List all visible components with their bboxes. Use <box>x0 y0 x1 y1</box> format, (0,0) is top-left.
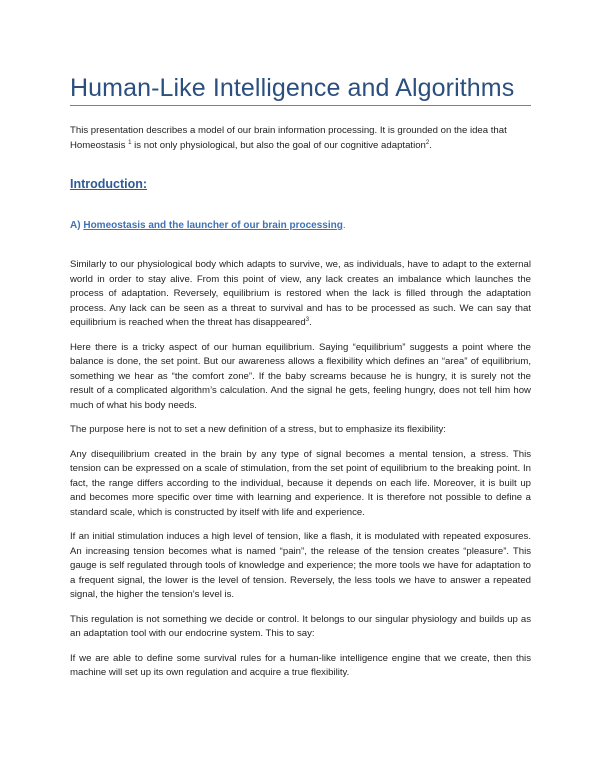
footnote-ref-2[interactable]: 2 <box>425 139 430 146</box>
subsection-heading <box>70 220 346 231</box>
paragraph-7: If we are able to define some survival rules for a human-like intelligence engine that we create, then this machine will set up its own regulation and acquire a true flexibility. <box>70 652 531 678</box>
intro-text-1: This presentation describes a model of our brain information processing. It is grounded on the idea that Homeostasis <box>70 125 507 151</box>
paragraph-5: If an initial stimulation induces a high level of tension, like a flash, it is modulated with repeated exposures. An increasing tension becomes what is named “pain”, the release of the tension creates “pleasure”. This gauge is self regulated through tools of knowledge and experience; the more tools we have for adaptation to a frequent signal, the lower is the level of tension. Reversely, the less tools we have to answer a repeated signal, the higher the tension’s level is. <box>70 531 531 600</box>
subsection-label: A) <box>70 220 84 231</box>
paragraph-4: Any disequilibrium created in the brain by any type of signal becomes a mental tension, a stress. This tension can be expressed on a scale of stimulation, from the set point of equilibrium to the breaking point. In fact, the range differs according to the individual, because it depends on each life. Moreover, it is built up and becomes more specific over time with learning and experience. It is therefore not possible to define a standard scale, which is constructed by itself with life and experience. <box>70 448 531 518</box>
document-title: Human-Like Intelligence and Algorithms <box>70 74 515 102</box>
paragraph-2: Here there is a tricky aspect of our human equilibrium. Saying “equilibrium” suggests a point where the balance is done, the set point. But our awareness allows a flexibility which defines an “area” of equilibrium, something we hear as “the comfort zone”. If the baby screams because he is hungry, it is surely not the result of a complicated algorithm’s calculation. And the signal he gets, feeling hungry, does not tell him how much of what his body needs. <box>70 341 531 411</box>
paragraph-1-end: . <box>309 317 312 328</box>
paragraph-1-text: Similarly to our physiological body which adapts to survive, we, as individuals, have to adapt to the external world in order to stay alive. From this point of view, any lack creates an imbalance which launches the process of adaptation. Reversely, equilibrium is restored when the lack is filled through the adaptation process. Any lack can be seen as a threat to survival and has to be processed as such. We can say that equilibrium is reached when the threat has disappeared <box>70 259 531 328</box>
paragraph-6: This regulation is not something we decide or control. It belongs to our singular physiology and builds up as an adaptation tool with our endocrine system. This to say: <box>70 613 531 639</box>
footnote-ref-3[interactable]: 3 <box>305 316 310 323</box>
paragraph-3: The purpose here is not to set a new definition of a stress, but to emphasize its flexibility: <box>70 424 446 435</box>
body-text <box>70 258 531 691</box>
section-heading-introduction: Introduction: <box>70 177 148 191</box>
subsection-link[interactable]: Homeostasis and the launcher of our brain processing <box>83 220 343 231</box>
title-underline <box>70 105 531 106</box>
intro-paragraph <box>70 123 530 153</box>
footnote-ref-1[interactable]: 1 <box>128 139 132 146</box>
subsection-suffix: . <box>342 220 346 231</box>
intro-text-3: . <box>429 140 432 151</box>
paragraph-1 <box>70 258 531 331</box>
intro-text-2: is not only physiological, but also the goal of our cognitive adaptation <box>131 140 426 151</box>
